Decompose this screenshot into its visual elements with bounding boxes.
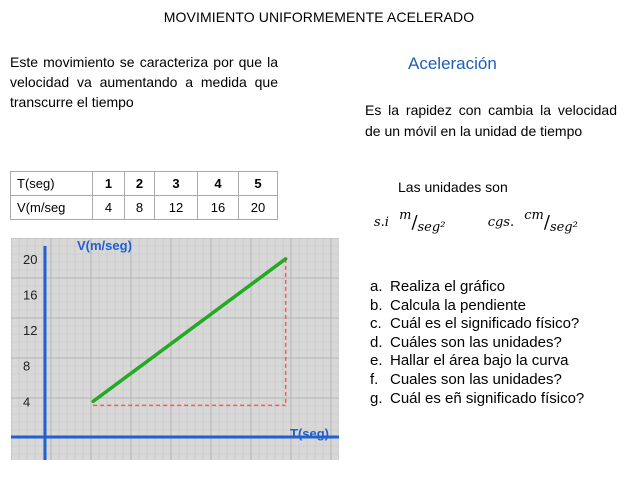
question-letter: c. [370,315,382,333]
question-text: Cuál es el significado físico? [390,315,580,333]
y-axis-label: V(m/seg) [77,238,132,253]
question-item [370,297,632,316]
cgs-system-label: cgs. [487,215,515,230]
si-unit-fraction: m/seg² [399,208,446,235]
table-row-velocity [11,196,278,220]
table-cell: 20 [239,196,278,220]
question-letter: b. [370,296,383,314]
table-cell: 4 [93,196,125,220]
question-text: Calcula la pendiente [390,296,526,314]
si-system-label: s.i [374,215,389,230]
si-unit-denominator: seg² [417,220,446,235]
y-tick-label: 12 [23,323,38,339]
question-item [370,390,632,409]
question-text: Realiza el gráfico [390,278,506,295]
question-letter: e. [370,352,383,370]
x-axis-label: T(seg) [290,426,329,441]
table-cell: 5 [239,172,278,196]
acceleration-definition: Es la rapidez con cambia la velocidad de un móvil en la unidad de tiempo [365,102,617,139]
cgs-unit-denominator: seg² [549,220,578,235]
question-letter: f. [370,370,379,388]
table-cell: 1 [93,172,125,196]
table-cell: 3 [155,172,198,196]
velocity-time-graph [11,238,339,460]
data-table [10,171,278,220]
table-row-label: T(seg) [11,172,93,196]
question-text: Hallar el área bajo la curva [390,352,569,370]
intro-paragraph: Este movimiento se caracteriza por que la velocidad va aumentando a medida que transcurre el tiempo [10,54,278,110]
cgs-unit-numerator: cm [524,208,544,223]
table-cell: 8 [125,196,155,220]
question-item [370,334,632,353]
units-formula [374,208,578,235]
question-text: Cuál es eñ significado físico? [390,389,585,407]
question-letter: a. [370,278,383,295]
si-unit-numerator: m [399,208,412,223]
question-item [370,371,632,390]
table-cell: 12 [155,196,198,220]
y-tick-label: 20 [23,251,38,267]
table-cell: 16 [198,196,239,220]
question-item [370,278,632,297]
question-list [370,278,632,408]
question-item [370,315,632,334]
question-item [370,352,632,371]
table-row-label: V(m/seg [11,196,93,220]
table-cell: 2 [125,172,155,196]
cgs-unit-fraction: cm/seg² [524,208,578,235]
question-text: Cuáles son las unidades? [390,333,562,351]
y-tick-label: 4 [23,394,31,410]
units-label: Las unidades son [398,179,508,195]
table-cell: 4 [198,172,239,196]
table-row-time [11,172,278,196]
question-letter: d. [370,333,383,351]
y-tick-label: 16 [23,287,38,303]
question-text: Cuales son las unidades? [390,370,562,388]
acceleration-heading: Aceleración [408,54,497,73]
page-title: MOVIMIENTO UNIFORMEMENTE ACELERADO [163,9,475,25]
question-letter: g. [370,389,383,407]
y-tick-label: 8 [23,358,31,374]
